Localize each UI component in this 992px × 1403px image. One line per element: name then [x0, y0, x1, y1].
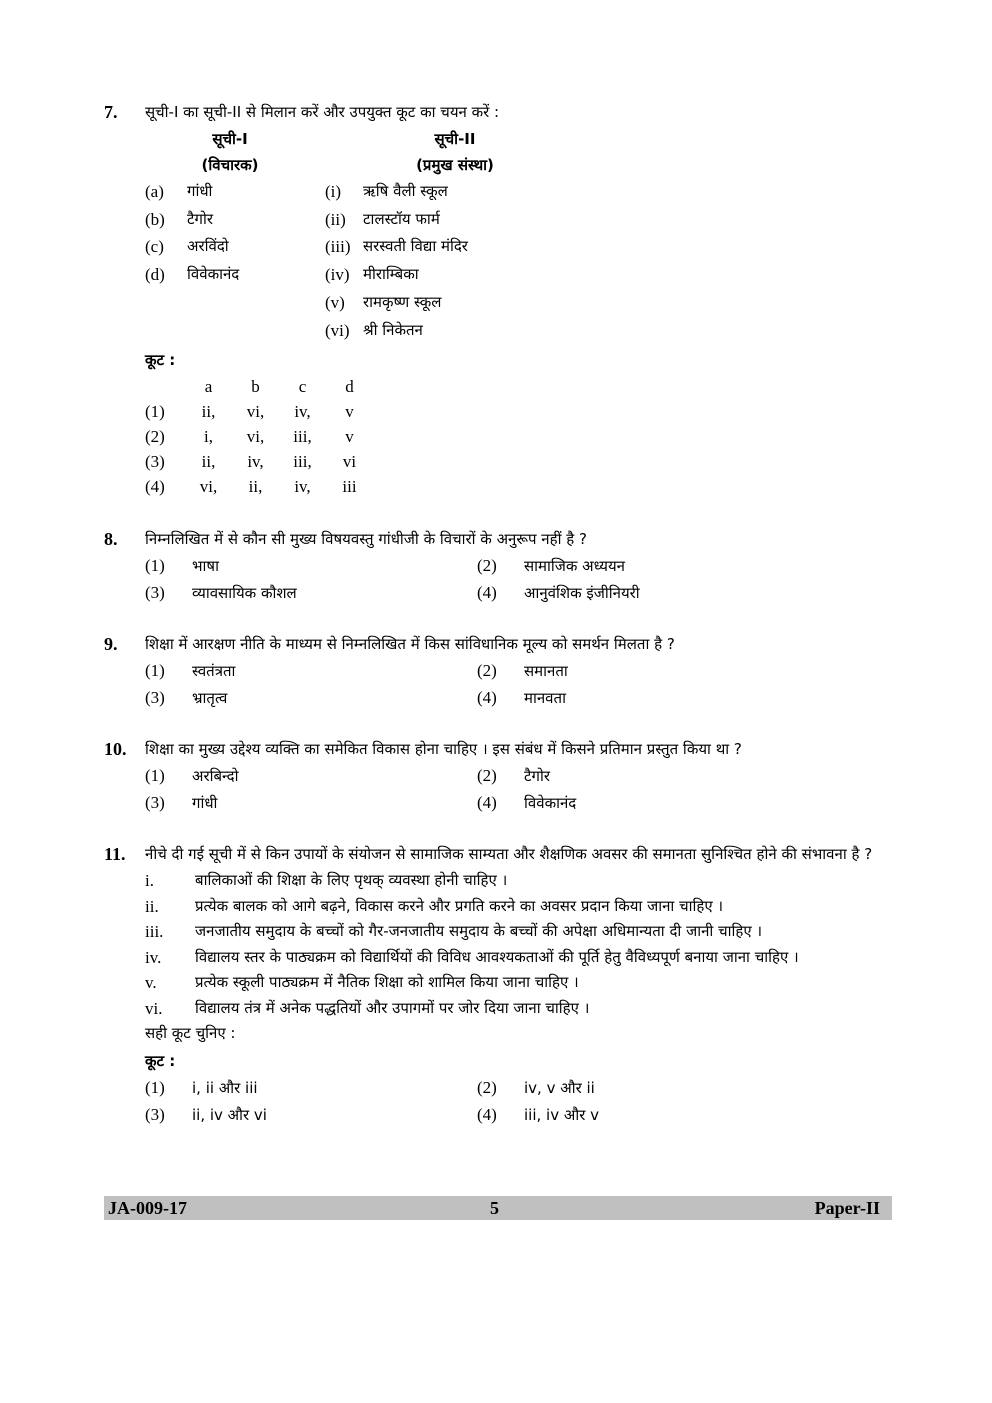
option-number: (4): [477, 687, 497, 707]
question-q8: [104, 527, 884, 606]
list2-row: [325, 178, 884, 206]
option-text: आनुवंशिक इंजीनियरी: [524, 583, 640, 602]
code-column-header: b: [251, 377, 260, 397]
match-lists: [145, 126, 884, 344]
question-body: [145, 527, 884, 606]
question-stem-part1: नीचे दी गई सूची में से किन उपायों के संयोजन से सामाजिक साम्यता और शैक्षणिक अवसर की समानता: [145, 845, 697, 864]
option: [477, 790, 884, 817]
statement: [145, 894, 884, 920]
option: [477, 658, 884, 685]
statement-text: [195, 919, 884, 945]
option-text: मानवता: [524, 688, 566, 707]
items: [145, 868, 884, 1021]
question-number: 11.: [104, 844, 126, 865]
code-value: iii,: [293, 427, 312, 447]
question-body: [145, 737, 884, 816]
list1-key: (c): [145, 237, 164, 257]
option-text: iii, iv और v: [524, 1105, 599, 1124]
code-label: कूट :: [145, 1052, 176, 1071]
option-number: (2): [477, 556, 497, 576]
code-option-number: (2): [145, 427, 165, 447]
option: [477, 763, 884, 790]
option-number: (2): [477, 766, 497, 786]
list1-item: टैगोर: [187, 209, 214, 228]
option-number: (1): [145, 766, 165, 786]
statement-number: iii.: [145, 922, 164, 942]
code-value: v: [345, 427, 354, 447]
list1-key: (b): [145, 209, 165, 229]
options: [145, 1075, 884, 1128]
question-stem: निम्नलिखित में से कौन सी मुख्य विषयवस्तु गांधीजी के विचारों के अनुरूप नहीं है ?: [145, 530, 587, 549]
statement-text-main: विद्यालय स्तर के पाठ्यक्रम को विद्यार्थियों की विविध आवश्यकताओं की पूर्ति हेतु वैविध्यपूर्ण बनाया जाना: [195, 947, 750, 966]
code-column-header: c: [298, 377, 307, 397]
statement-text: [195, 868, 884, 894]
option: [477, 580, 884, 607]
option: [477, 685, 884, 712]
list2-item: रामकृष्ण स्कूल: [363, 292, 442, 311]
option-text: iv, v और ii: [524, 1079, 595, 1098]
question-q9: [104, 632, 884, 711]
statement: [145, 970, 884, 996]
options: [145, 658, 884, 711]
option: [145, 685, 477, 712]
option: [145, 1075, 477, 1102]
statement: [145, 996, 884, 1022]
code-value: ii,: [201, 402, 216, 422]
code-value: iii,: [293, 452, 312, 472]
list2-key: (iv): [325, 265, 350, 285]
question-q7: [104, 100, 884, 499]
list1-key: (d): [145, 265, 165, 285]
list1-key: (a): [145, 182, 164, 201]
code-value: v: [345, 402, 354, 422]
option: [477, 1102, 884, 1129]
statement-text: [195, 894, 884, 920]
option: [145, 580, 477, 607]
option-number: (2): [477, 1078, 497, 1098]
code-value: vi,: [199, 477, 218, 497]
list1-row: [145, 206, 325, 234]
code-value: vi: [342, 452, 357, 472]
options: [145, 553, 884, 606]
list1-subtitle: (विचारक): [201, 156, 259, 174]
statement-number: iv.: [145, 947, 162, 967]
statement-text: [195, 945, 884, 971]
question-stem: शिक्षा में आरक्षण नीति के माध्यम से निम्नलिखित में किस सांविधानिक मूल्य को समर्थन मिलता है ?: [145, 635, 675, 654]
list1-item: गांधी: [187, 182, 213, 200]
list1-row: [145, 233, 325, 261]
list2: [325, 126, 884, 344]
question-body: [145, 100, 884, 499]
code-column-header: a: [204, 377, 213, 397]
option-number: (3): [145, 687, 165, 707]
option: [145, 553, 477, 580]
code-option-number: (3): [145, 452, 165, 472]
option-number: (4): [477, 582, 497, 602]
list2-subtitle: (प्रमुख संस्था): [416, 156, 494, 174]
list2-key: (i): [325, 182, 342, 201]
code-table: [145, 374, 884, 499]
option-text: स्वतंत्रता: [192, 662, 236, 681]
question-body: [145, 842, 884, 1128]
option: [145, 763, 477, 790]
statement: [145, 868, 884, 894]
list1-item: विवेकानंद: [187, 265, 240, 284]
list2-key: (ii): [325, 209, 346, 229]
option-text: व्यावसायिक कौशल: [192, 583, 297, 602]
statement-text-main: बालिकाओं की शिक्षा के लिए पृथक् व्यवस्था होनी चाहिए ।: [195, 871, 508, 890]
options: [145, 763, 884, 816]
statement-text-main: जनजातीय समुदाय के बच्चों को गैर-जनजातीय समुदाय के बच्चों की अपेक्षा अधिमान्यता दी जानी चाहिए ।: [195, 922, 763, 941]
code-corner: [145, 374, 185, 399]
option-text: अरबिन्दो: [192, 767, 239, 786]
list1-row: [145, 178, 325, 206]
code-value: vi,: [246, 427, 265, 447]
questions: [104, 100, 884, 1152]
list2-key: (vi): [325, 320, 350, 340]
question-stem-part2: सुनिश्चित होने की संभावना है ?: [701, 845, 873, 864]
option: [145, 1102, 477, 1129]
option-number: (1): [145, 556, 165, 576]
list2-row: [325, 233, 884, 261]
statement-text-main: प्रत्येक बालक को आगे बढ़ने, विकास करने और प्रगति करने का अवसर प्रदान किया जाना चाहिए ।: [195, 896, 724, 915]
option-text: i, ii और iii: [192, 1079, 258, 1098]
code-value: iv,: [294, 477, 311, 497]
list2-item: श्री निकेतन: [363, 320, 423, 339]
option-text: भ्रातृत्व: [192, 688, 228, 707]
option-text: ii, iv और vi: [192, 1105, 267, 1124]
statement: [145, 945, 884, 971]
statement: [145, 919, 884, 945]
question-number: 10.: [104, 739, 127, 760]
option: [145, 658, 477, 685]
code-value: ii,: [248, 477, 263, 497]
code-value: i,: [204, 427, 213, 447]
list2-title: सूची-II: [434, 130, 476, 148]
option-number: (4): [477, 792, 497, 812]
list2-row: [325, 261, 884, 289]
option: [477, 1075, 884, 1102]
option-text: समानता: [524, 662, 568, 681]
question-q10: [104, 737, 884, 816]
list1-row: [145, 261, 325, 289]
statement-number: vi.: [145, 998, 163, 1018]
code-option-number: (4): [145, 477, 165, 497]
page-number: 5: [490, 1198, 499, 1218]
exam-code: JA-009-17: [108, 1198, 187, 1218]
list1-item: अरविंदो: [187, 237, 229, 256]
option: [477, 553, 884, 580]
list2-item: टालस्टॉय फार्म: [363, 209, 440, 228]
option-text: गांधी: [192, 793, 218, 812]
code-value: iv,: [294, 402, 311, 422]
list1-title: सूची-I: [212, 130, 248, 148]
list2-item: मीराम्बिका: [363, 265, 419, 284]
statement-text-cont: चाहिए ।: [754, 947, 799, 966]
list2-key: (v): [325, 292, 345, 312]
list2-row: [325, 206, 884, 234]
statement-text: [195, 996, 884, 1022]
option-number: (1): [145, 661, 165, 681]
question-number: 9.: [104, 634, 118, 655]
instruction: सही कूट चुनिए :: [145, 1024, 236, 1043]
option-number: (1): [145, 1078, 165, 1098]
page-footer: [104, 1196, 892, 1220]
code-value: iii: [342, 477, 357, 497]
question-number: 7.: [104, 102, 118, 122]
code-value: vi,: [246, 402, 265, 422]
code-column-header: d: [345, 377, 354, 397]
question-stem: शिक्षा का मुख्य उद्देश्य व्यक्ति का समेकित विकास होना चाहिए । इस संबंध में किसने प्रतिमान प्रस्तुत किया था ?: [145, 740, 742, 759]
question-stem: सूची-I का सूची-II से मिलान करें और उपयुक्त कूट का चयन करें :: [145, 103, 500, 121]
statement-number: i.: [145, 871, 154, 891]
list2-row: [325, 289, 884, 317]
code-label: कूट :: [145, 351, 176, 370]
code-value: iv,: [247, 452, 264, 472]
question-body: [145, 632, 884, 711]
code-value: ii,: [201, 452, 216, 472]
list2-key: (iii): [325, 237, 351, 257]
list2-item: ऋषि वैली स्कूल: [363, 182, 448, 200]
statement-number: v.: [145, 973, 157, 993]
list1: [145, 126, 325, 344]
code-option-number: (1): [145, 402, 165, 422]
option-text: विवेकानंद: [524, 793, 577, 812]
option-text: टैगोर: [524, 767, 551, 786]
question-q11: [104, 842, 884, 1128]
statement-number: ii.: [145, 896, 159, 916]
option: [145, 790, 477, 817]
question-stem: [145, 842, 884, 866]
option-text: भाषा: [192, 557, 219, 576]
statement-text-main: प्रत्येक स्कूली पाठ्यक्रम में नैतिक शिक्षा को शामिल किया जाना चाहिए ।: [195, 973, 579, 992]
paper-label: Paper-II: [814, 1198, 880, 1218]
option-text: सामाजिक अध्ययन: [524, 557, 626, 576]
question-number: 8.: [104, 529, 118, 550]
option-number: (3): [145, 1104, 165, 1124]
statement-text: [195, 970, 884, 996]
option-number: (4): [477, 1104, 497, 1124]
option-number: (3): [145, 792, 165, 812]
statement-text-main: विद्यालय तंत्र में अनेक पद्धतियों और उपागमों पर जोर दिया जाना चाहिए ।: [195, 998, 590, 1017]
option-number: (3): [145, 582, 165, 602]
list2-row: [325, 317, 884, 345]
option-number: (2): [477, 661, 497, 681]
list2-item: सरस्वती विद्या मंदिर: [363, 237, 468, 256]
